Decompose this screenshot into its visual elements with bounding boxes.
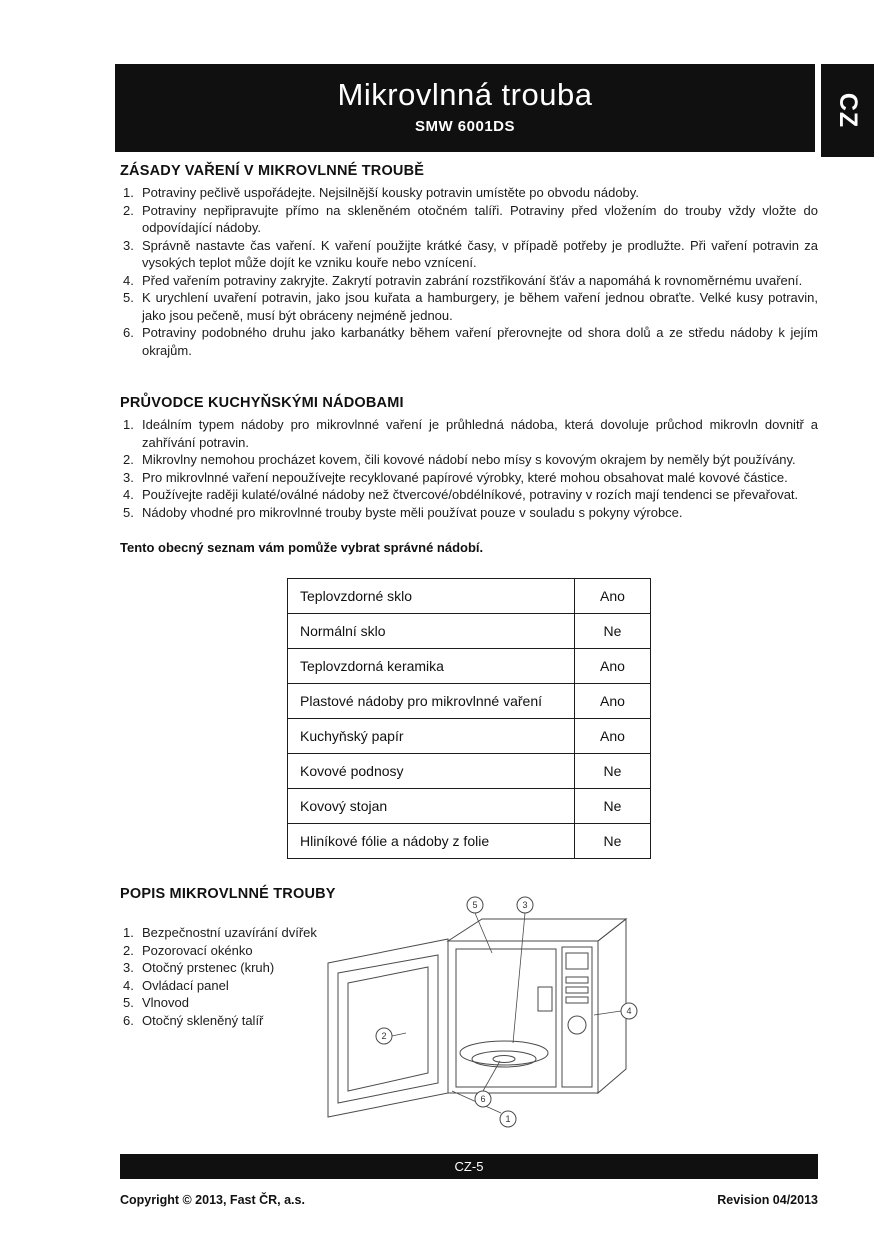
- language-tab-label: CZ: [833, 92, 862, 129]
- table-row: [288, 719, 651, 754]
- button: [566, 997, 588, 1003]
- section-cookware-guide: [120, 395, 818, 521]
- microwave-diagram: [300, 893, 650, 1130]
- model-number: SMW 6001DS: [414, 118, 516, 135]
- material-cell: Teplovzdorné sklo: [288, 579, 575, 614]
- display: [566, 953, 588, 969]
- cooking-rules-heading: ZÁSADY VAŘENÍ V MIKROVLNNÉ TROUBĚ: [120, 163, 425, 179]
- table-row: [288, 754, 651, 789]
- table-row: [288, 614, 651, 649]
- callout-label-2: 2: [381, 1031, 387, 1041]
- table-row: [288, 579, 651, 614]
- suitability-cell: Ne: [575, 824, 651, 859]
- material-cell: Kovové podnosy: [288, 754, 575, 789]
- material-cell: Kovový stojan: [288, 789, 575, 824]
- list-item: Před vařením potraviny zakryjte. Zakrytí potravin zabrání rozstřikování šťáv a napomáhá k rovnoměrnému uvaření.: [142, 272, 803, 288]
- cookware-note: Tento obecný seznam vám pomůže vybrat správné nádobí.: [120, 540, 484, 555]
- language-tab: [821, 64, 874, 157]
- table-row: [288, 684, 651, 719]
- list-item: Vlnovod: [142, 995, 189, 1010]
- table-row: [288, 824, 651, 859]
- callout-label-3: 3: [522, 900, 528, 910]
- list-item: Potraviny nepřipravujte přímo na skleněném otočném talíři. Potraviny před vložením do trouby vždy vložte do odpovídající nádoby.: [142, 202, 818, 235]
- suitability-cell: Ano: [575, 579, 651, 614]
- suitability-cell: Ano: [575, 684, 651, 719]
- page-number: CZ-5: [454, 1159, 484, 1174]
- list-item: Bezpečnostní uzavírání dvířek: [142, 925, 317, 940]
- material-cell: Plastové nádoby pro mikrovlnné vaření: [288, 684, 575, 719]
- list-item: Nádoby vhodné pro mikrovlnné trouby byste měli používat pouze v souladu s pokyny výrobce.: [142, 504, 683, 520]
- revision-text: Revision 04/2013: [717, 1193, 818, 1207]
- leader-line-2: [392, 1033, 406, 1036]
- material-cell: Hliníkové fólie a nádoby z folie: [288, 824, 575, 859]
- list-item: Otočný skleněný talíř: [142, 1012, 264, 1028]
- list-item: Pozorovací okénko: [142, 942, 253, 958]
- callout-label-1: 1: [505, 1114, 511, 1124]
- ring-hub: [493, 1056, 515, 1063]
- microwave-diagram-svg: [300, 893, 650, 1130]
- cooking-rules-list: [120, 184, 818, 359]
- oven-front-face: [448, 941, 598, 1093]
- oven-cavity: [456, 949, 556, 1087]
- copyright-text: Copyright © 2013, Fast ČR, a.s.: [120, 1193, 305, 1207]
- suitability-cell: Ne: [575, 789, 651, 824]
- callout-label-5: 5: [472, 900, 478, 910]
- material-cell: Teplovzdorná keramika: [288, 649, 575, 684]
- oven-right-face: [598, 919, 626, 1093]
- list-item: Potraviny pečlivě uspořádejte. Nejsilnější kousky potravin umístěte po obvodu nádoby.: [142, 185, 639, 200]
- knob: [568, 1016, 586, 1034]
- oven-top-face: [448, 919, 626, 941]
- section-cooking-rules: [120, 163, 818, 359]
- cookware-table: [287, 578, 651, 859]
- material-cell: Normální sklo: [288, 614, 575, 649]
- copyright-row: [120, 1193, 818, 1207]
- cookware-guide-heading: PRŮVODCE KUCHYŇSKÝMI NÁDOBAMI: [120, 395, 404, 411]
- list-item: Ideálním typem nádoby pro mikrovlnné vaření je průhledná nádoba, která dovoluje průchod mikrovln dovnitř a zahřívání potravin.: [142, 417, 818, 450]
- table-row: [288, 649, 651, 684]
- page-title: Mikrovlnná trouba: [337, 77, 593, 112]
- callout-label-4: 4: [626, 1006, 632, 1016]
- suitability-cell: Ano: [575, 649, 651, 684]
- list-item: Otočný prstenec (kruh): [142, 960, 275, 975]
- cookware-guide-list: [120, 416, 818, 521]
- callout-label-6: 6: [480, 1094, 486, 1104]
- leader-line-3: [513, 913, 525, 1043]
- header-bar: [115, 64, 815, 152]
- button: [566, 987, 588, 993]
- list-item: K urychlení uvaření potravin, jako jsou kuřata a hamburgery, je během vaření jednou obraťte. Velké kusy potravin, jako jsou pečeně, musí být obráceny nejméně jednou.: [142, 290, 818, 323]
- waveguide: [538, 987, 552, 1011]
- material-cell: Kuchyňský papír: [288, 719, 575, 754]
- button: [566, 977, 588, 983]
- suitability-cell: Ne: [575, 614, 651, 649]
- suitability-cell: Ano: [575, 719, 651, 754]
- list-item: Potraviny podobného druhu jako karbanátky během vaření přerovnejte od shora dolů a ze středu nádoby k jejím okrajům.: [142, 325, 818, 358]
- cookware-table-wrap: [120, 578, 818, 859]
- list-item: Správně nastavte čas vaření. K vaření použijte krátké časy, v případě potřeby je prodlužte. Při vaření potravin za vysokých teplot může dojít ke vzniku kouře nebo vznícení.: [142, 237, 818, 270]
- door: [328, 939, 448, 1117]
- list-item: Pro mikrovlnné vaření nepoužívejte recyklované papírové výrobky, které mohou obsahovat malé kovové částice.: [142, 469, 788, 485]
- list-item: Ovládací panel: [142, 977, 229, 993]
- table-row: [288, 789, 651, 824]
- suitability-cell: Ne: [575, 754, 651, 789]
- oven-description-heading: POPIS MIKROVLNNÉ TROUBY: [120, 886, 336, 902]
- list-item: Používejte raději kulaté/oválné nádoby než čtvercové/obdélníkové, potraviny v rozích mají tendenci se převařovat.: [142, 487, 799, 502]
- page-number-bar: [120, 1154, 818, 1179]
- list-item: Mikrovlny nemohou procházet kovem, čili kovové nádobí nebo mísy s kovovým okrajem by neměly být používány.: [142, 452, 796, 467]
